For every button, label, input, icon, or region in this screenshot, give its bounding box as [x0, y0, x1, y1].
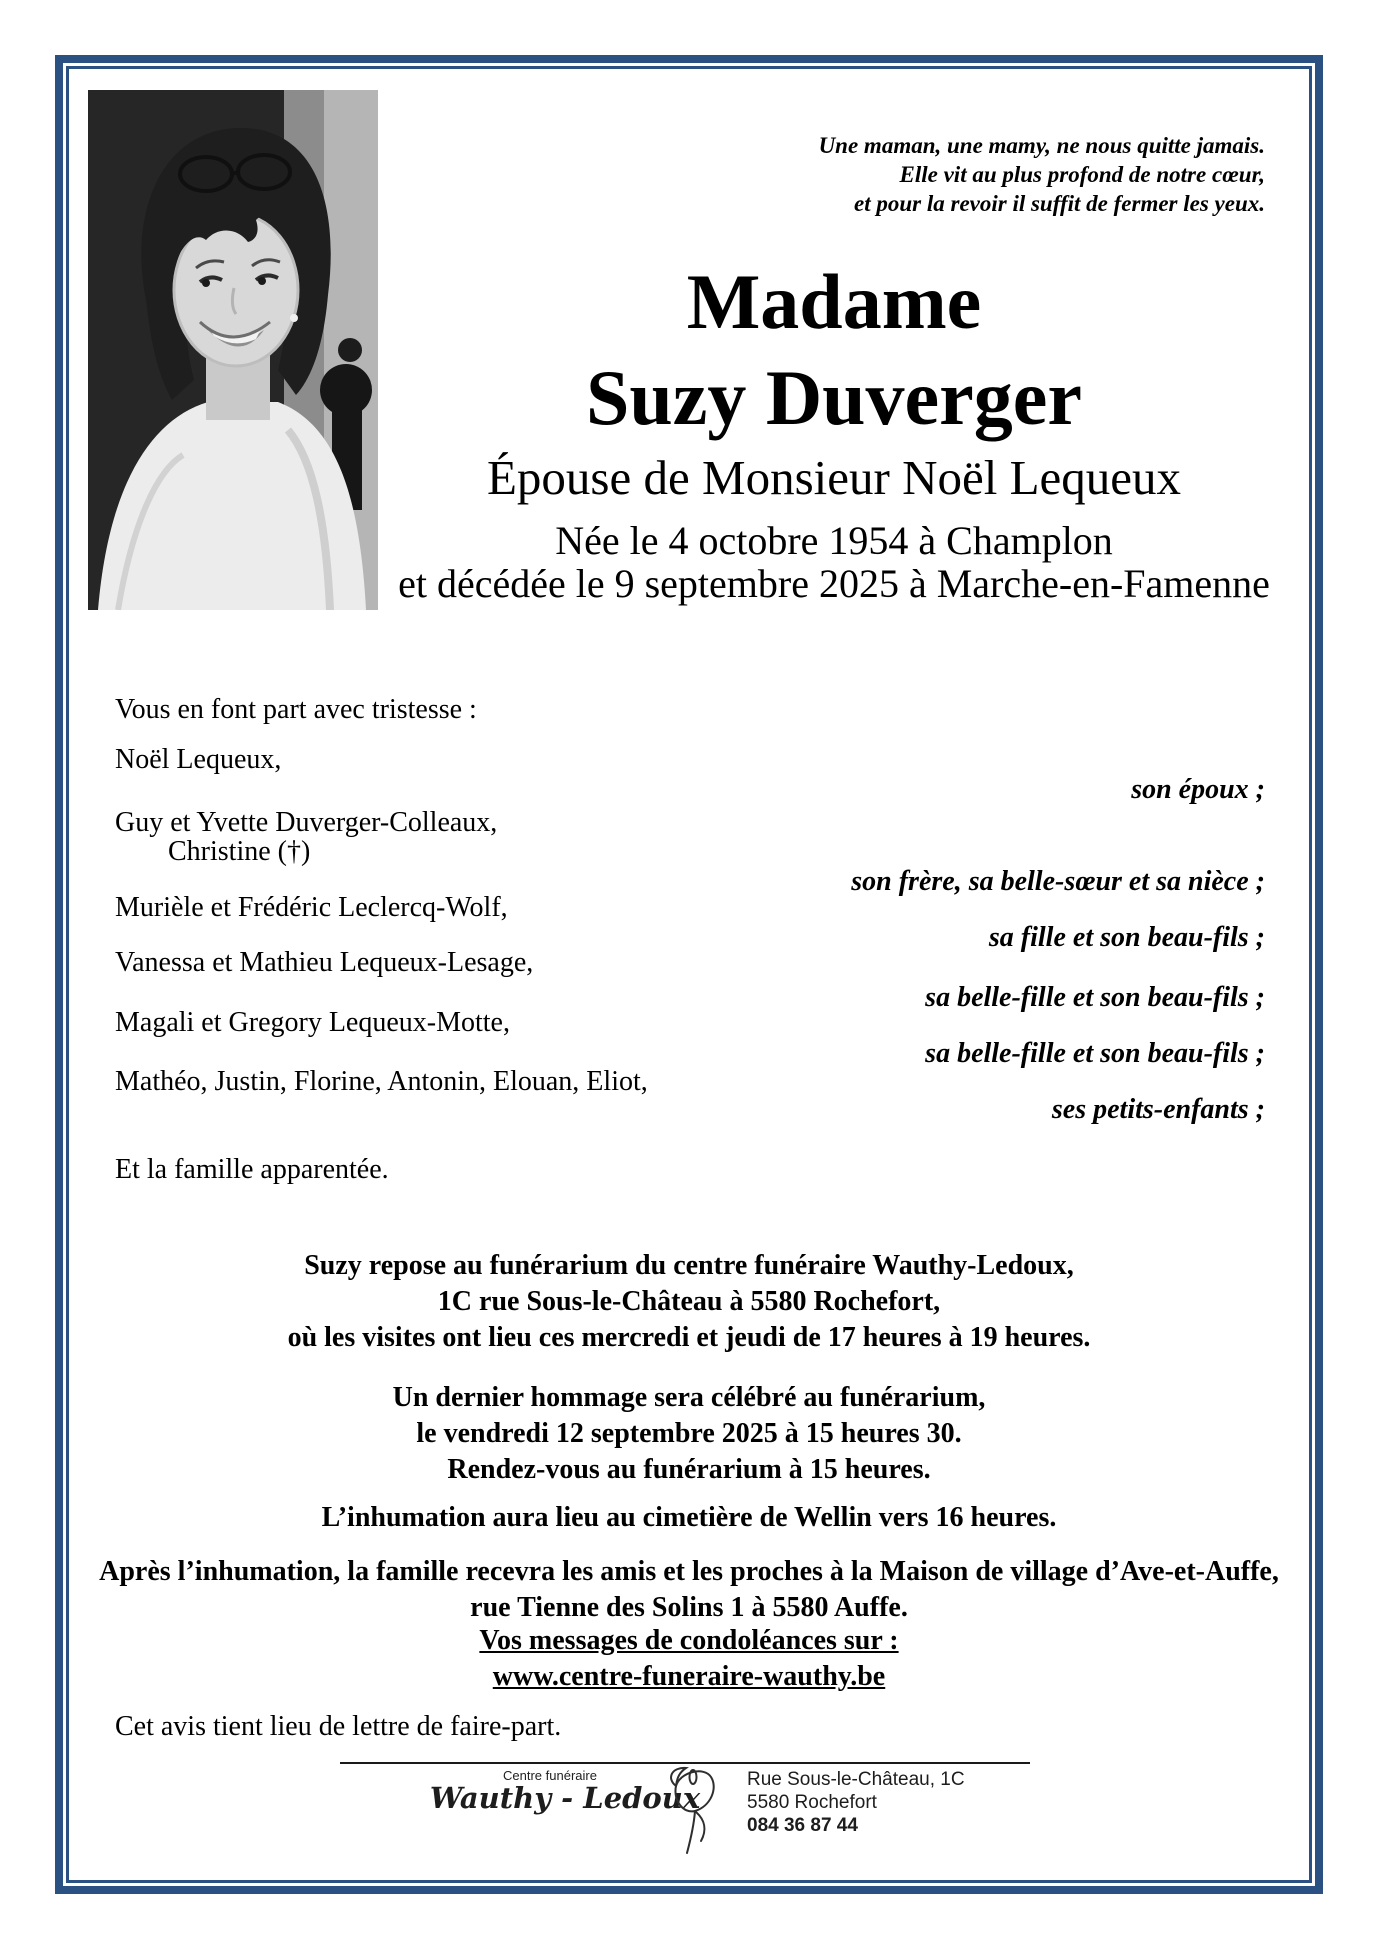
wake-line-1: Suzy repose au funérarium du centre funéraire Wauthy-Ledoux,	[304, 1250, 1074, 1281]
condolences-label: Vos messages de condoléances sur :	[479, 1625, 899, 1656]
funeral-home-address-line-2: 5580 Rochefort	[747, 1792, 877, 1813]
reception-line-2: rue Tienne des Solins 1 à 5580 Auffe.	[470, 1592, 908, 1623]
deceased-name: Suzy Duverger	[585, 354, 1083, 441]
family-relation-3: sa belle-fille et son beau-fils ;	[925, 982, 1265, 1013]
condolences-url[interactable]: www.centre-funeraire-wauthy.be	[492, 1661, 886, 1692]
family-relation-1: son frère, sa belle-sœur et sa nièce ;	[851, 866, 1265, 897]
title-madame: Madame	[686, 258, 982, 345]
family-names-0: Noël Lequeux,	[115, 744, 282, 775]
birth-line: Née le 4 octobre 1954 à Champlon	[555, 518, 1113, 563]
portrait-photo	[88, 90, 378, 610]
tribute-line-2: le vendredi 12 septembre 2025 à 15 heures 30.	[416, 1418, 962, 1449]
family-names-4: Magali et Gregory Lequeux-Motte,	[115, 1007, 510, 1038]
family-relation-4: sa belle-fille et son beau-fils ;	[925, 1038, 1265, 1069]
family-closing: Et la famille apparentée.	[115, 1154, 389, 1185]
family-relation-2: sa fille et son beau-fils ;	[988, 922, 1265, 953]
quote-line-2: Elle vit au plus profond de notre cœur,	[899, 162, 1265, 187]
quote-line-3: et pour la revoir il suffit de fermer les yeux.	[854, 191, 1265, 216]
funeral-home-name: Wauthy - Ledoux	[429, 1781, 701, 1815]
death-line: et décédée le 9 septembre 2025 à Marche-en-Famenne	[398, 561, 1270, 606]
family-names-3: Vanessa et Mathieu Lequeux-Lesage,	[115, 947, 534, 978]
spouse-line: Épouse de Monsieur Noël Lequeux	[487, 450, 1181, 505]
closing-note: Cet avis tient lieu de lettre de faire-part.	[115, 1711, 562, 1742]
family-names-2: Murièle et Frédéric Leclercq-Wolf,	[115, 892, 508, 923]
burial-line: L’inhumation aura lieu au cimetière de Wellin vers 16 heures.	[321, 1502, 1057, 1533]
wake-line-3: où les visites ont lieu ces mercredi et jeudi de 17 heures à 19 heures.	[287, 1322, 1091, 1353]
wake-line-2: 1C rue Sous-le-Château à 5580 Rochefort,	[437, 1286, 941, 1317]
family-relation-5: ses petits-enfants ;	[1051, 1094, 1265, 1125]
calla-lily-icon	[660, 1764, 724, 1856]
funeral-home-phone: 084 36 87 44	[747, 1815, 858, 1836]
reception-line-1: Après l’inhumation, la famille recevra les amis et les proches à la Maison de village d’Ave-et-Auffe,	[99, 1556, 1279, 1587]
memorial-quote	[378, 131, 1265, 218]
quote-line-1: Une maman, une mamy, ne nous quitte jamais.	[818, 133, 1265, 158]
family-names-1: Guy et Yvette Duverger-Colleaux,	[115, 807, 498, 838]
tribute-line-1: Un dernier hommage sera célébré au funérarium,	[392, 1382, 986, 1413]
family-relation-0: son époux ;	[1131, 774, 1265, 805]
funeral-home-type-label: Centre funéraire	[503, 1768, 597, 1783]
funeral-home-address-line-1: Rue Sous-le-Château, 1C	[747, 1769, 965, 1790]
tribute-line-3: Rendez-vous au funérarium à 15 heures.	[447, 1454, 931, 1485]
announcement-intro: Vous en font part avec tristesse :	[115, 694, 477, 725]
family-names-1b: Christine (†)	[168, 836, 311, 867]
family-names-5: Mathéo, Justin, Florine, Antonin, Elouan, Eliot,	[115, 1066, 648, 1097]
